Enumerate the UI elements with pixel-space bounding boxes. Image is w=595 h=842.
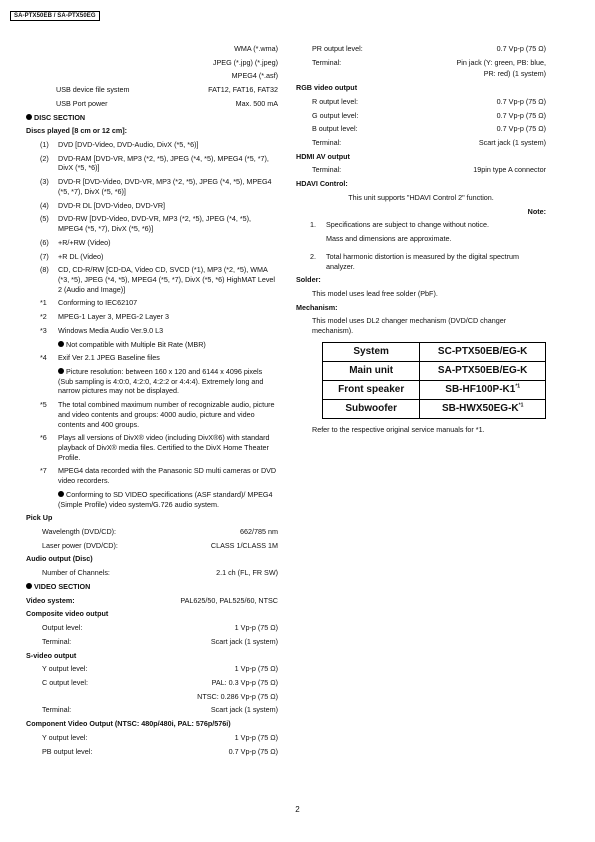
bullet-icon	[26, 114, 32, 120]
table-row: Subwoofer $SB-HWX50EG-K^{*1}$	[323, 399, 546, 418]
spec-row: Output level: 1 Vp-p (75 Ω)	[42, 623, 278, 633]
right-column	[296, 44, 546, 439]
disc-item: (2) DVD-RAM [DVD-VR, MP3 (*2, *5), JPEG (*4, *5), MPEG4 (*5, *7), DivX (*5, *6)]	[40, 153, 269, 173]
spec-row: Terminal: Scart jack (1 system)	[312, 138, 546, 148]
pickup-heading: Pick Up	[26, 513, 53, 523]
component-heading: Component Video Output (NTSC: 480p/480i, PAL: 576p/576i)	[26, 719, 231, 729]
spec-row: C output level: PAL: 0.3 Vp-p (75 Ω)	[42, 677, 278, 687]
footnote: *2 MPEG-1 Layer 3, MPEG-2 Layer 3	[40, 312, 170, 322]
composite-heading: Composite video output	[26, 609, 109, 619]
bullet-icon	[58, 341, 64, 347]
disc-item: (3) DVD-R [DVD-Video, DVD-VR, MP3 (*2, *5), JPEG (*4, *5), MPEG4 (*5, *7), DivX (*5, *6)]	[40, 177, 272, 196]
table-row: Main unit SA-PTX50EB/EG-K	[323, 361, 546, 380]
spec-row: PB output level: 0.7 Vp-p (75 Ω)	[42, 746, 278, 756]
footnote: *4 Exif Ver 2.1 JPEG Baseline files Picture resolution: between 160 x 120 and 6144 x 4096 pixels (Sub sampling is 4:0:0, 4:2:0, 4:2:2 or 4:4:4). Extremely long and narrow pictures may not be displayed.	[40, 353, 264, 396]
left-column	[26, 44, 278, 760]
spec-row: Y output level: 1 Vp-p (75 Ω)	[42, 664, 278, 674]
spec-row: Terminal: Scart jack (1 system)	[42, 705, 278, 715]
discs-played-heading: Discs played [8 cm or 12 cm]:	[26, 126, 128, 136]
spec-row: G output level: 0.7 Vp-p (75 Ω)	[312, 110, 546, 120]
spec-row: JPEG (*.jpg) (*.jpeg)	[212, 57, 278, 67]
note-heading: Note:	[527, 206, 546, 216]
spec-row: WMA (*.wma)	[234, 44, 278, 53]
hdavi-heading: HDAVI Control:	[296, 179, 348, 189]
disc-item: (7) +R DL (Video)	[40, 251, 104, 261]
hdmi-heading: HDMI AV output	[296, 151, 350, 161]
mechanism-heading: Mechanism:	[296, 302, 338, 312]
models-table	[322, 342, 546, 419]
footnote: *6 Plays all versions of DivX® video (including DivX®6) with standard playback of DivX® media files. Certified to the DivX Home Theater Profile.	[40, 433, 270, 462]
disc-item: (5) DVD-RW [DVD-Video, DVD-VR, MP3 (*2, *5), JPEG (*4, *5), MPEG4 (*5, *7), DivX (*5, *6)]	[40, 214, 252, 234]
spec-row: MPEG4 (*.asf)	[231, 71, 278, 81]
spec-row: R output level: 0.7 Vp-p (75 Ω)	[312, 96, 546, 106]
disc-item: (4) DVD-R DL [DVD-Video, DVD-VR]	[40, 200, 166, 210]
spec-value: NTSC: 0.286 Vp-p (75 Ω)	[197, 691, 278, 701]
disc-item: (8) CD, CD-R/RW [CD-DA, Video CD, SVCD (*1), MP3 (*2, *5), WMA (*3, *5), JPEG (*4, *5), MPEG4 (*5, *7), DivX (*5, *6) HighMAT Level 2 (Audio and Image)]	[40, 265, 276, 294]
spec-row: Wavelength (DVD/CD): 662/785 nm	[42, 527, 278, 537]
spec-row: Terminal: Scart jack (1 system)	[42, 636, 278, 646]
footnote: *3 Windows Media Audio Ver.9.0 L3 Not compatible with Multiple Bit Rate (MBR)	[40, 325, 206, 349]
disc-item: (6) +R/+RW (Video)	[40, 237, 111, 247]
model-code-box: SA-PTX50EB / SA-PTX50EG	[10, 11, 100, 21]
spec-row: USB device file system FAT12, FAT16, FAT32	[56, 85, 278, 95]
bullet-icon	[26, 583, 32, 589]
spec-row: Terminal: 19pin type A connector	[312, 165, 546, 175]
solder-heading: Solder:	[296, 275, 321, 285]
footnote: *5 The total combined maximum number of recognizable audio, picture and video contents and groups: 4000 audio, picture and video contents and 400 groups.	[40, 400, 275, 429]
spec-row: Y output level: 1 Vp-p (75 Ω)	[42, 732, 278, 742]
page-number: 2	[295, 805, 300, 814]
video-section-heading: VIDEO SECTION	[26, 582, 278, 592]
audio-output-heading: Audio output (Disc)	[26, 554, 93, 564]
table-row: System SC-PTX50EB/EG-K	[323, 342, 546, 361]
disc-section-heading: DISC SECTION	[26, 113, 278, 123]
spec-row: USB Port power Max. 500 mA	[56, 98, 278, 108]
footnote: *7 MPEG4 data recorded with the Panasonic SD multi cameras or DVD video recorders. Conforming to SD VIDEO specifications (ASF standard)/ MPEG4 (Simple Profile) video system/G.726 audio system.	[40, 466, 277, 509]
mechanism-text: This model uses DL2 changer mechanism (DVD/CD changer mechanism).	[312, 316, 507, 336]
footnote: *1 Conforming to IEC62107	[40, 298, 138, 308]
bullet-icon	[58, 368, 64, 374]
refer-text: Refer to the respective original service manuals for *1.	[312, 424, 485, 434]
hdavi-text: This unit supports "HDAVI Control 2" function.	[348, 192, 494, 202]
solder-text: This model uses lead free solder (PbF).	[312, 288, 438, 298]
spec-row: Laser power (DVD/CD): CLASS 1/CLASS 1M	[42, 540, 278, 550]
spec-row: PR output level: 0.7 Vp-p (75 Ω)	[312, 44, 546, 53]
rgb-heading: RGB video output	[296, 83, 358, 93]
spec-row: Video system: PAL625/50, PAL525/60, NTSC	[26, 595, 278, 605]
spec-value: PR: red) (1 system)	[483, 69, 546, 79]
svideo-heading: S-video output	[26, 650, 77, 660]
spec-row: Terminal: Pin jack (Y: green, PB: blue,	[312, 57, 546, 67]
table-row: Front speaker SB-HF100P-K1$^{*1}$	[323, 380, 546, 399]
note-item: 2. Total harmonic distortion is measured by the digital spectrum analyzer.	[310, 251, 519, 271]
bullet-icon	[58, 491, 64, 497]
note-item: 1. Specifications are subject to change without notice. Mass and dimensions are approximate.	[310, 220, 490, 244]
spec-row: B output level: 0.7 Vp-p (75 Ω)	[312, 124, 546, 134]
spec-row: Number of Channels: 2.1 ch (FL, FR SW)	[42, 568, 278, 578]
disc-item: (1) DVD [DVD-Video, DVD-Audio, DivX (*5, *6)]	[40, 140, 199, 150]
